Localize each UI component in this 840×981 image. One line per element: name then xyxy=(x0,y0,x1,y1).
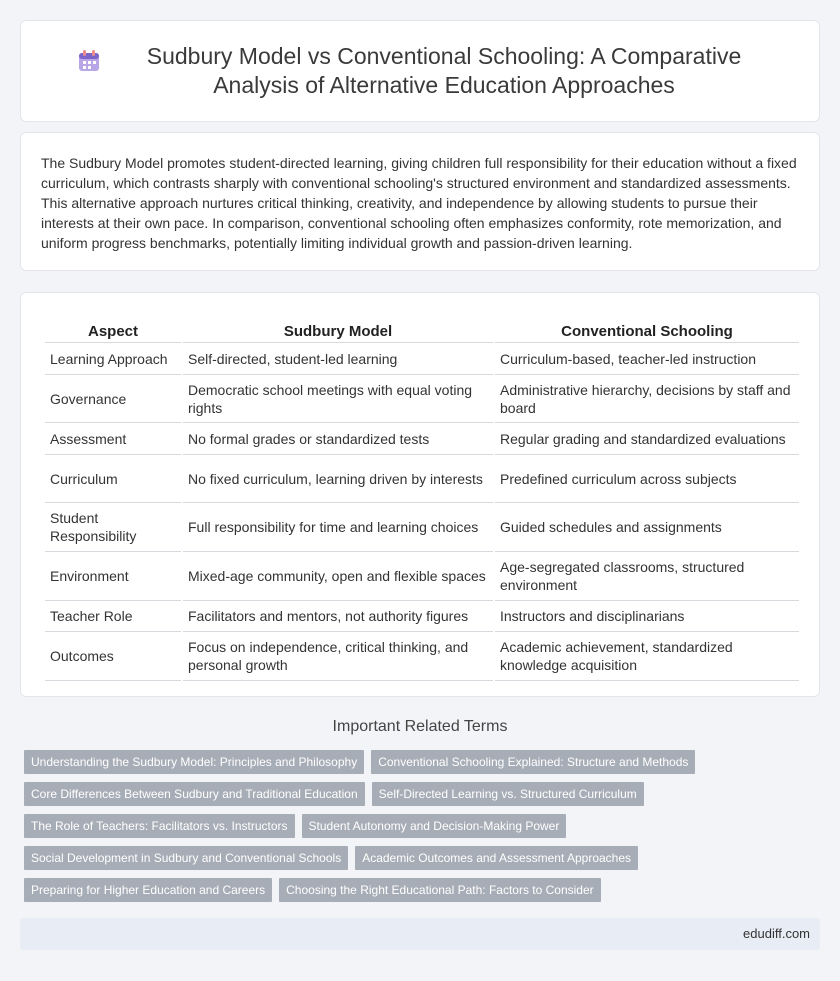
table-cell-conventional: Age-segregated classrooms, structured environment xyxy=(495,552,799,601)
table-header-row xyxy=(45,313,799,343)
table-cell-conventional: Administrative hierarchy, decisions by staff and board xyxy=(495,375,799,423)
table-cell-aspect: Learning Approach xyxy=(45,343,181,375)
footer-site-link[interactable]: edudiff.com xyxy=(743,926,810,941)
table-cell-sudbury: Focus on independence, critical thinking, and personal growth xyxy=(183,632,493,681)
table-row xyxy=(45,455,799,503)
related-term-link[interactable]: Self-Directed Learning vs. Structured Curriculum xyxy=(372,782,644,806)
page-title: Sudbury Model vs Conventional Schooling: A Comparative Analysis of Alternative Education Approaches xyxy=(146,43,742,98)
table-row xyxy=(45,632,799,681)
table-row xyxy=(45,503,799,552)
table-cell-aspect: Assessment xyxy=(45,423,181,455)
related-term-link[interactable]: Choosing the Right Educational Path: Factors to Consider xyxy=(279,878,601,902)
related-term-link[interactable]: Core Differences Between Sudbury and Traditional Education xyxy=(24,782,365,806)
table-cell-aspect: Student Responsibility xyxy=(45,503,181,552)
tag-row xyxy=(24,750,814,774)
table-cell-sudbury: No fixed curriculum, learning driven by interests xyxy=(183,455,493,503)
related-terms-list xyxy=(24,750,814,910)
table-row xyxy=(45,601,799,632)
related-term-link[interactable]: Understanding the Sudbury Model: Principles and Philosophy xyxy=(24,750,364,774)
comparison-card xyxy=(20,292,820,697)
table-cell-sudbury: Full responsibility for time and learning choices xyxy=(183,503,493,552)
table-cell-conventional: Guided schedules and assignments xyxy=(495,503,799,552)
related-term-link[interactable]: Social Development in Sudbury and Conventional Schools xyxy=(24,846,348,870)
table-cell-conventional: Predefined curriculum across subjects xyxy=(495,455,799,503)
table-cell-aspect: Outcomes xyxy=(45,632,181,681)
table-row xyxy=(45,552,799,601)
table-row xyxy=(45,423,799,455)
tag-row xyxy=(24,846,814,870)
tag-row xyxy=(24,814,814,838)
related-term-link[interactable]: Conventional Schooling Explained: Structure and Methods xyxy=(371,750,695,774)
table-row xyxy=(45,343,799,375)
related-terms-heading: Important Related Terms xyxy=(332,718,508,735)
header-conventional: Conventional Schooling xyxy=(495,313,799,343)
tag-row xyxy=(24,782,814,806)
table-cell-aspect: Teacher Role xyxy=(45,601,181,632)
related-term-link[interactable]: Student Autonomy and Decision-Making Power xyxy=(302,814,567,838)
related-term-link[interactable]: Academic Outcomes and Assessment Approaches xyxy=(355,846,638,870)
table-cell-aspect: Governance xyxy=(45,375,181,423)
table-row xyxy=(45,375,799,423)
related-term-link[interactable]: Preparing for Higher Education and Careers xyxy=(24,878,272,902)
intro-paragraph: The Sudbury Model promotes student-directed learning, giving children full responsibility for their education without a fixed curriculum, which contrasts sharply with conventional schooling's structured environment and standardized assessments. This alternative approach nurtures critical thinking, creativity, and independence by allowing students to pursue their interests at their own pace. In comparison, conventional schooling often emphasizes conformity, rote memorization, and uniform progress benchmarks, potentially limiting individual growth and passion-driven learning. xyxy=(41,155,797,251)
table-cell-sudbury: Self-directed, student-led learning xyxy=(183,343,493,375)
table-cell-aspect: Curriculum xyxy=(45,455,181,503)
table-cell-conventional: Academic achievement, standardized knowledge acquisition xyxy=(495,632,799,681)
table-cell-conventional: Curriculum-based, teacher-led instruction xyxy=(495,343,799,375)
table-cell-sudbury: No formal grades or standardized tests xyxy=(183,423,493,455)
calendar-icon xyxy=(76,48,102,74)
intro-card xyxy=(20,132,820,271)
table-cell-conventional: Regular grading and standardized evaluations xyxy=(495,423,799,455)
related-term-link[interactable]: The Role of Teachers: Facilitators vs. Instructors xyxy=(24,814,295,838)
table-cell-sudbury: Facilitators and mentors, not authority figures xyxy=(183,601,493,632)
comparison-table xyxy=(43,313,801,681)
tag-row xyxy=(24,878,814,902)
footer xyxy=(20,918,820,950)
header-sudbury: Sudbury Model xyxy=(183,313,493,343)
title-card xyxy=(20,20,820,122)
table-cell-sudbury: Democratic school meetings with equal voting rights xyxy=(183,375,493,423)
table-cell-sudbury: Mixed-age community, open and flexible spaces xyxy=(183,552,493,601)
table-cell-conventional: Instructors and disciplinarians xyxy=(495,601,799,632)
header-aspect: Aspect xyxy=(45,313,181,343)
table-cell-aspect: Environment xyxy=(45,552,181,601)
